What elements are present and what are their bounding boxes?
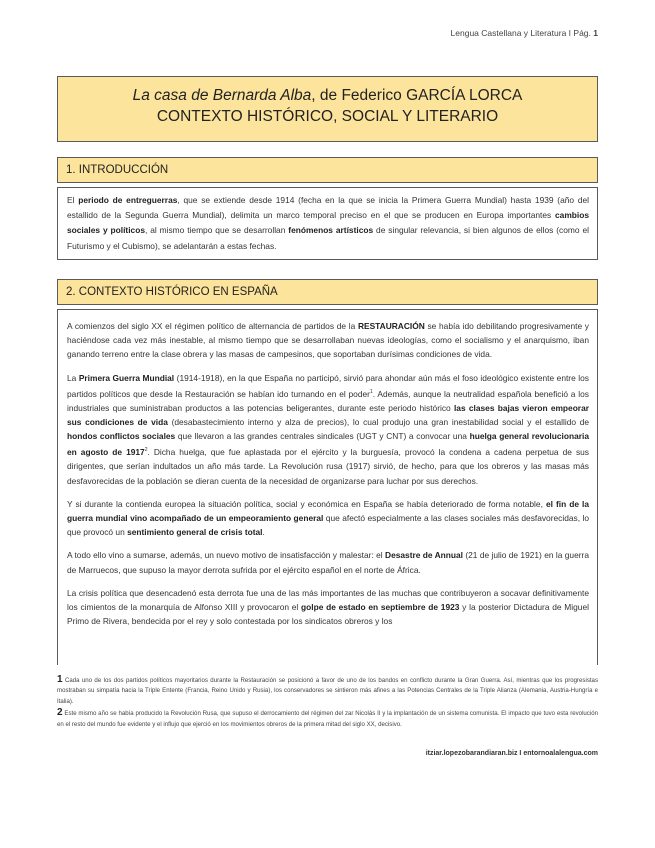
- text-run: de singular relevancia, si bien algunos de ellos (como el Futurismo y el Cubismo), se adelantarán a estas fechas.: [67, 225, 589, 251]
- footnote-text: Este mismo año se había producido la Revolución Rusa, que supuso el derrocamiento del régimen del zar Nicolás II y la implantación de un sistema comunista. El impacto que tuvo esta revolución en el resto del mundo fue evidente y el influjo que ejerció en los movimientos obreros de la primera mitad del siglo XX, decisivo.: [57, 710, 598, 728]
- course-name: Lengua Castellana y Literatura: [450, 28, 567, 38]
- paragraph: [67, 193, 589, 254]
- text-run: , que se extiende desde 1914 (fecha en la que se inicia la Primera Guerra Mundial) hasta 1939 (año del estallido de la Segunda Guerra Mundial), delimita un marco temporal preciso en el que se producen en Europa importantes: [67, 195, 589, 221]
- text-run: y la posterior Dictadura de Miguel Primo de Rivera, bendecida por el rey y solo contestada por los sindicatos obreros y los: [67, 602, 589, 627]
- text-run: A comienzos del siglo XX el régimen político de alternancia de partidos de la: [67, 321, 358, 331]
- footnote: [57, 708, 598, 730]
- text-run: .: [262, 527, 265, 538]
- bold-run: huelga general revolucionaria en agosto de 1917: [67, 431, 589, 458]
- bold-run: Primera Guerra Mundial: [78, 372, 175, 383]
- text-run: (1914-1918), en la que España no participó, sirvió para ahondar aún más el foso ideológico existente entre los partidos políticos que desde la Restauración se habían ido turnando en el poder: [67, 372, 589, 399]
- bold-run: hondos conflictos sociales: [67, 431, 176, 442]
- footnote-text: Cada uno de los dos partidos políticos mayoritarios durante la Restauración se posicionó a favor de uno de los bandos en conflicto durante la Gran Guerra. Así, mientras que los progresistas mostraban su simpatía hacia la Triple Entente (Francia, Reino Unido y Rusia), los conservadores se sintieron más afines a las Potencias Centrales de la Triple Alianza (Alemania, Austria-Hungría e Italia).: [57, 677, 598, 705]
- text-run: A todo ello vino a sumarse, además, un nuevo motivo de insatisfacción y malestar: el: [67, 550, 386, 561]
- text-run: (desabastecimiento interno y alza de precios), lo cual produjo una gran inestabilidad social y el estallido de: [167, 417, 590, 428]
- title-box: [57, 76, 598, 142]
- bold-run: fenómenos artísticos: [288, 225, 374, 236]
- page-label: Pág.: [573, 28, 594, 38]
- title-line: [58, 86, 597, 106]
- text-run: que llevaron a las grandes centrales sindicales (UGT y CNT) a convocar una: [175, 431, 470, 442]
- text-run: La: [67, 372, 79, 383]
- work-title: La casa de Bernarda Alba: [132, 87, 312, 104]
- text-run: . Además, aunque la neutralidad española benefició a los industriales que suministraban productos a las potencias beligerantes, durante este periodo histórico: [67, 388, 589, 413]
- section-heading-introduccion: 1. INTRODUCCIÓN: [57, 157, 598, 183]
- text-run: (21 de julio de 1921) en la guerra de Marruecos, que supuso la mayor derrota sufrida por el ejército español en el norte de África.: [67, 550, 589, 575]
- text-run: se había ido debilitando progresivamente y haciéndose cada vez más inestable, al mismo tiempo que se desarrollaban nuevas ideologías, como el socialismo y el anarquismo, iban ganando terreno entre la clase obrera y las masas de campesinos, que soportaban durísimas condiciones de vida.: [67, 321, 589, 360]
- paragraph: [67, 548, 589, 576]
- author-prefix: , de Federico: [311, 87, 407, 104]
- footnote-ref[interactable]: 1: [369, 388, 373, 395]
- footer-credit[interactable]: itziar.lopezobarandiaran.biz I entornoalalengua.com: [425, 750, 598, 757]
- text-run: que afectó especialmente a las clases sociales más desfavorecidas, lo que provocó un: [67, 513, 589, 538]
- text-run: . Dicha huelga, que fue aplastada por el ejército y la burguesía, provocó la condena a cadena perpetua de sus dirigentes, que serían indultados un año más tarde. La Revolución rusa (1917) sirvió, de hecho, para que los obreros y las masas más desfavorecidas de la población se dieran cuenta de la necesidad de organizarse para luchar por sus derechos.: [67, 447, 589, 486]
- paragraph: [67, 371, 589, 488]
- paragraph: [67, 586, 589, 629]
- paragraph: [67, 497, 589, 540]
- running-header: [451, 28, 598, 38]
- page-number: 1: [593, 28, 598, 38]
- bold-run: periodo de entreguerras: [78, 195, 178, 205]
- section-body-contexto-historico: [57, 309, 598, 665]
- text-run: Y si durante la contienda europea la situación política, social y económica en España se había deteriorado de forma notable,: [67, 498, 546, 509]
- footnotes: [57, 675, 598, 730]
- bold-run: las clases bajas vieron empeorar sus condiciones de vida: [67, 402, 589, 428]
- paragraph: [67, 319, 589, 362]
- section-body-introduccion: [57, 187, 598, 260]
- bold-run: el fin de la guerra mundial vino acompañado de un empeoramiento general: [67, 498, 589, 524]
- bold-run: RESTAURACIÓN: [357, 321, 425, 331]
- text-run: La crisis política que desencadenó esta derrota fue una de las más importantes de las muchas que contribuyeron a socavar definitivamente los cimientos de la monarquía de Alfonso XIII y provocaron el: [67, 587, 589, 613]
- text-run: , al mismo tiempo que se desarrollan: [144, 225, 289, 236]
- footnote-ref[interactable]: 2: [144, 447, 148, 454]
- document-subtitle: CONTEXTO HISTÓRICO, SOCIAL Y LITERARIO: [156, 108, 499, 125]
- bold-run: sentimiento general de crisis total: [127, 527, 263, 538]
- section-heading-contexto-historico: 2. CONTEXTO HISTÓRICO EN ESPAÑA: [57, 279, 598, 305]
- footnote-number: 2: [57, 707, 63, 719]
- bold-run: Desastre de Annual: [385, 550, 463, 561]
- footnote-number: 1: [57, 674, 63, 685]
- header-separator: I: [566, 28, 574, 38]
- author-name: GARCÍA LORCA: [406, 87, 523, 104]
- bold-run: golpe de estado en septiembre de 1923: [301, 602, 460, 613]
- footnote: [57, 675, 598, 707]
- bold-run: cambios sociales y políticos: [67, 210, 589, 236]
- text-run: El: [67, 195, 79, 205]
